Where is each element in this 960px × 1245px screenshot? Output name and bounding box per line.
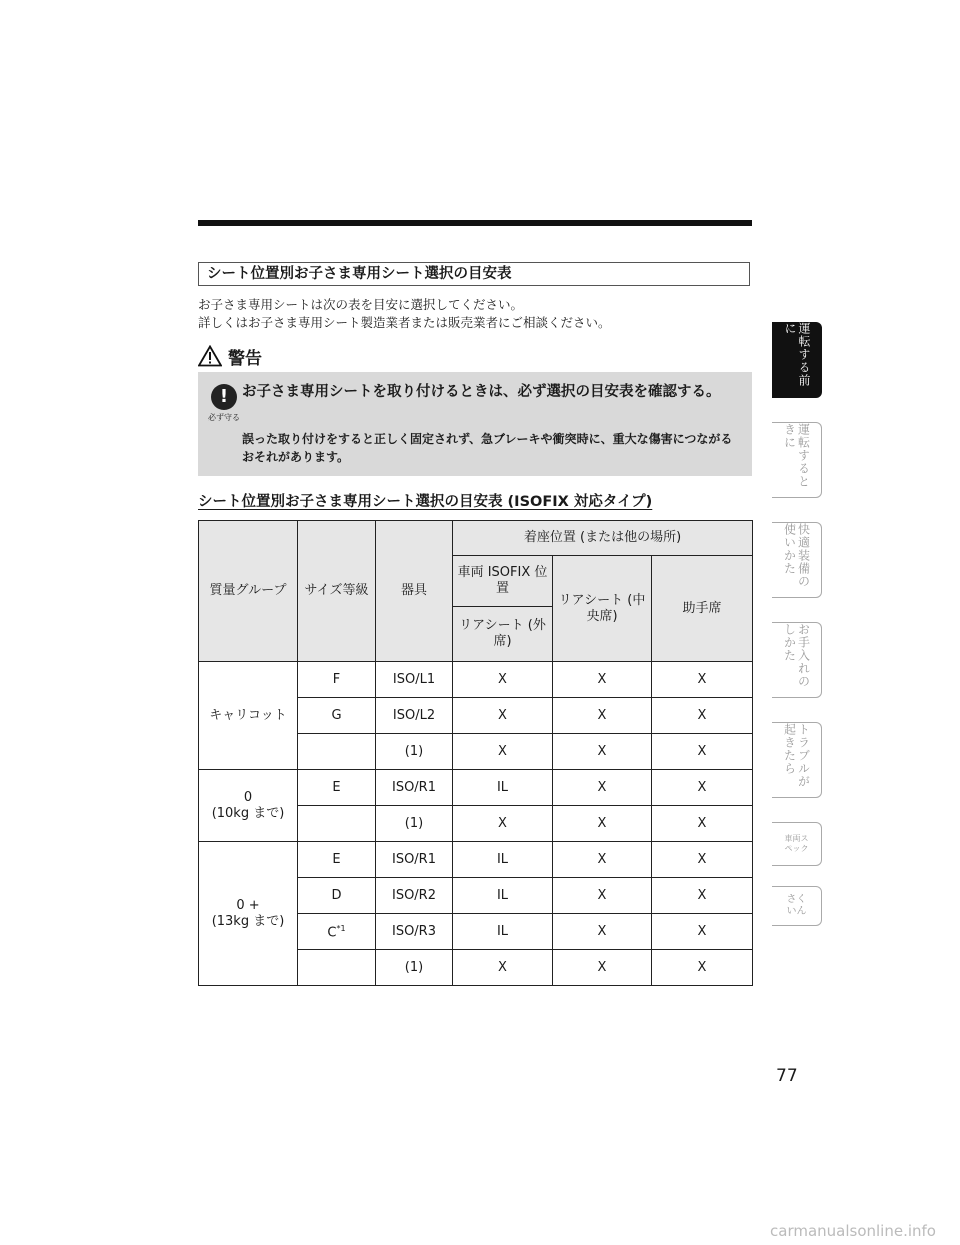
fixture-cell: ISO/L2 [376,698,453,734]
center-cell: X [553,914,652,950]
tab-index[interactable] [772,886,822,926]
passenger-cell: X [652,662,753,698]
outer-cell: X [453,950,553,986]
center-cell: X [553,842,652,878]
fixture-cell: ISO/R2 [376,878,453,914]
size-cell [298,806,376,842]
tab-comfort-equipment[interactable] [772,522,822,598]
size-letter: C [327,925,337,941]
table-row [199,770,753,806]
top-rule [198,220,752,226]
section-title: シート位置別お子さま専用シート選択の目安表 [198,262,750,286]
outer-cell: IL [453,914,553,950]
group-name-line-1: 0 [243,789,253,805]
center-cell: X [553,950,652,986]
passenger-cell: X [652,878,753,914]
header-mass-group: 質量グループ [199,521,298,662]
center-cell: X [553,770,652,806]
header-size-class: サイズ等級 [298,521,376,662]
warning-triangle-icon [198,345,222,367]
center-cell: X [553,698,652,734]
tab-label: さくいん [786,894,807,917]
group-name-line-2: (13kg まで) [211,913,285,929]
tab-vehicle-spec[interactable] [772,822,822,866]
size-cell: G [298,698,376,734]
tab-label: トラブルが起きたら [782,723,811,788]
center-cell: X [553,806,652,842]
center-cell: X [553,878,652,914]
outer-cell: IL [453,770,553,806]
header-vehicle-isofix: 車両 ISOFIX 位置 [453,556,553,607]
tab-before-driving[interactable] [772,322,822,398]
passenger-cell: X [652,914,753,950]
center-cell: X [553,662,652,698]
outer-cell: X [453,698,553,734]
tab-label: 快適装備の使いかた [782,523,811,588]
size-cell: E [298,842,376,878]
group-cell [199,842,298,986]
size-cell [298,950,376,986]
tab-label: 運転するときに [782,423,811,488]
passenger-cell: X [652,734,753,770]
center-cell: X [553,734,652,770]
passenger-cell: X [652,950,753,986]
page-number: 77 [776,1066,798,1086]
size-cell [298,734,376,770]
fixture-cell: (1) [376,950,453,986]
outer-cell: IL [453,842,553,878]
seat-selection-table [198,520,753,986]
must-follow-icon [208,384,240,423]
group-cell: キャリコット [199,662,298,770]
watermark: carmanualsonline.info [770,1222,936,1240]
fixture-cell: ISO/R3 [376,914,453,950]
group-name-line-1: 0 + [236,897,260,913]
footnote-marker: *1 [336,924,346,934]
tab-when-driving[interactable] [772,422,822,498]
fixture-cell: (1) [376,734,453,770]
size-cell: D [298,878,376,914]
tab-maintenance[interactable] [772,622,822,698]
passenger-cell: X [652,698,753,734]
outer-cell: X [453,734,553,770]
fixture-cell: ISO/R1 [376,842,453,878]
table-row [199,842,753,878]
group-name-line-2: (10kg まで) [211,805,285,821]
size-cell: F [298,662,376,698]
header-passenger: 助手席 [652,556,753,662]
tab-label: お手入れのしかた [782,623,811,688]
header-rear-center: リアシート (中央席) [553,556,652,662]
warning-box [198,372,752,476]
outer-cell: IL [453,878,553,914]
outer-cell: X [453,662,553,698]
table-row [199,662,753,698]
header-fixture: 器具 [376,521,453,662]
group-cell [199,770,298,842]
exclamation-icon: ! [211,384,237,410]
intro-line-1: お子さま専用シートは次の表を目安に選択してください。 [198,297,524,312]
size-cell [298,914,376,950]
warning-title: 警告 [228,348,262,369]
must-follow-caption: 必ず守る [208,413,240,422]
warning-header [198,344,262,368]
outer-cell: X [453,806,553,842]
fixture-cell: (1) [376,806,453,842]
passenger-cell: X [652,806,753,842]
intro-text [198,296,611,332]
header-seating-position: 着座位置 (または他の場所) [453,521,753,556]
passenger-cell: X [652,770,753,806]
table-title: シート位置別お子さま専用シート選択の目安表 (ISOFIX 対応タイプ) [198,494,653,510]
header-rear-outer: リアシート (外席) [453,607,553,662]
warning-sub-text: 誤った取り付けをすると正しく固定されず、急ブレーキや衝突時に、重大な傷害につながるおそれがあります。 [242,432,733,464]
warning-main-text: お子さま専用シートを取り付けるときは、必ず選択の目安表を確認する。 [242,384,721,400]
intro-line-2: 詳しくはお子さま専用シート製造業者または販売業者にご相談ください。 [198,315,611,330]
fixture-cell: ISO/R1 [376,770,453,806]
fixture-cell: ISO/L1 [376,662,453,698]
tab-label: 運転する前に [783,322,811,387]
tab-label: 車両スペック [784,834,809,853]
size-cell: E [298,770,376,806]
tab-troubleshooting[interactable] [772,722,822,798]
passenger-cell: X [652,842,753,878]
